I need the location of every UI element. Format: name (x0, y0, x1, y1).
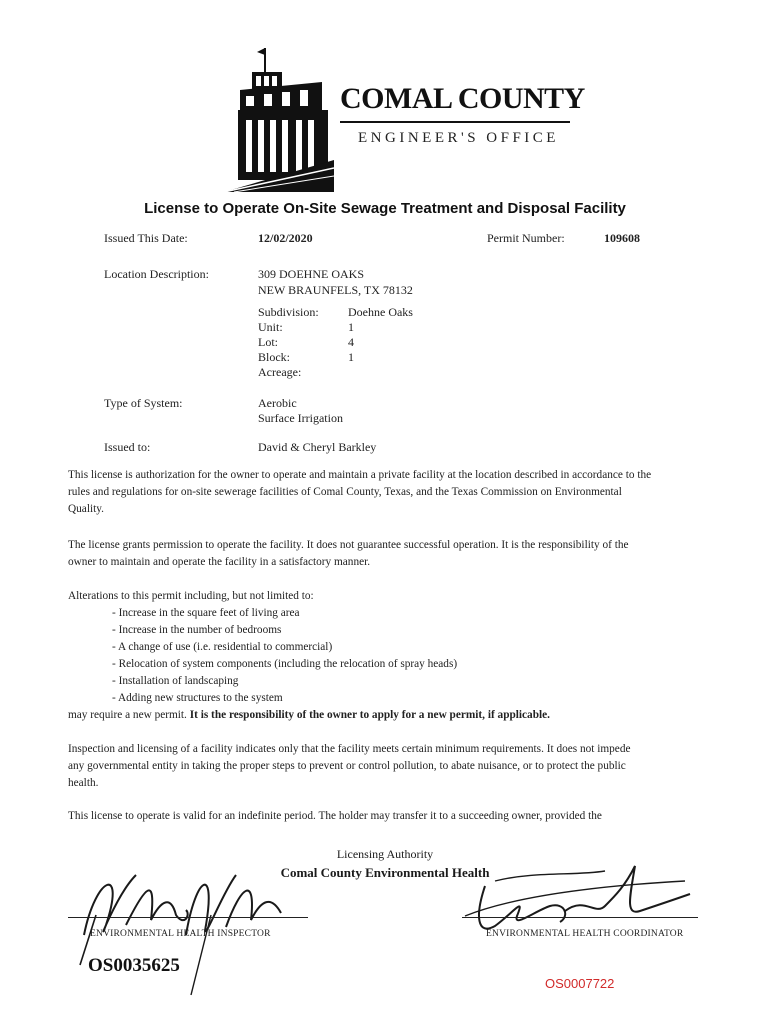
alterations-intro: Alterations to this permit including, but not limited to: (68, 590, 314, 602)
paragraph-authorization (68, 467, 653, 518)
subdivision-label: Subdivision: (258, 305, 319, 319)
subdivision-value: Doehne Oaks (348, 305, 413, 319)
paragraph-inspection-text: Inspection and licensing of a facility indicates only that the facility meets certain minimum requirements. It does not impede any governmental entity in taking the proper steps to prevent or control pollution, to abate nuisance, or to protect the public health. (68, 743, 631, 789)
paragraph-authorization-text: This license is authorization for the owner to operate and maintain a private facility at the location described in accordance to the rules and regulations for on-site sewerage facilities of Comal County, Texas, and the Texas Commission on Environmental Quality. (68, 469, 652, 515)
paragraph-inspection (68, 741, 648, 792)
coordinator-signature (455, 856, 695, 956)
paragraph-validity-text: This license to operate is valid for an indefinite period. The holder may transfer it to a succeeding owner, provided the (68, 810, 602, 822)
unit-value: 1 (348, 320, 354, 334)
coordinator-os-number: OS0007722 (545, 976, 615, 991)
alterations-list (68, 605, 653, 707)
courthouse-logo-icon (224, 42, 334, 192)
system-type-line2: Surface Irrigation (258, 411, 343, 425)
address-line2: NEW BRAUNFELS, TX 78132 (258, 283, 413, 297)
permit-number-value: 109608 (604, 231, 640, 245)
inspector-signature-line (68, 917, 308, 918)
block-label: Block: (258, 350, 290, 364)
alterations-conclusion (68, 707, 653, 724)
location-label: Location Description: (104, 267, 209, 281)
alterations-conclusion-normal: may require a new permit. (68, 709, 187, 721)
issued-date-label: Issued This Date: (104, 231, 188, 245)
block-value: 1 (348, 350, 354, 364)
alterations-conclusion-bold: It is the responsibility of the owner to apply for a new permit, if applicable. (189, 709, 550, 721)
coordinator-title: ENVIRONMENTAL HEALTH COORDINATOR (486, 929, 684, 939)
issued-to-label: Issued to: (104, 440, 151, 454)
alterations-section (68, 588, 653, 724)
org-subtitle: ENGINEER'S OFFICE (358, 130, 559, 146)
lot-value: 4 (348, 335, 354, 349)
issued-to-value: David & Cheryl Barkley (258, 440, 377, 454)
licensing-authority-org: Comal County Environmental Health (280, 865, 490, 880)
lot-label: Lot: (258, 335, 278, 349)
inspector-title: ENVIRONMENTAL HEALTH INSPECTOR (90, 929, 271, 939)
org-name: COMAL COUNTY (340, 82, 585, 115)
issued-date-value: 12/02/2020 (258, 231, 313, 245)
unit-label: Unit: (258, 320, 283, 334)
permit-number-label: Permit Number: (487, 231, 565, 245)
list-item: - Increase in the square feet of living area (112, 605, 653, 622)
coordinator-signature-line (462, 917, 698, 918)
list-item: - Relocation of system components (including the relocation of spray heads) (112, 656, 653, 673)
paragraph-grant (68, 537, 658, 571)
list-item: - A change of use (i.e. residential to commercial) (112, 639, 653, 656)
address-line1: 309 DOEHNE OAKS (258, 267, 364, 281)
system-type-label: Type of System: (104, 396, 183, 410)
list-item: - Installation of landscaping (112, 673, 653, 690)
list-item: - Adding new structures to the system (112, 690, 653, 707)
org-divider (340, 121, 570, 123)
licensing-authority-label: Licensing Authority (336, 847, 434, 861)
acreage-label: Acreage: (258, 365, 302, 379)
system-type-line1: Aerobic (258, 396, 297, 410)
paragraph-validity (68, 808, 668, 825)
document-title: License to Operate On-Site Sewage Treatment and Disposal Facility (144, 200, 626, 217)
list-item: - Increase in the number of bedrooms (112, 622, 653, 639)
paragraph-grant-text: The license grants permission to operate the facility. It does not guarantee successful operation. It is the responsibility of the owner to maintain and operate the facility in a satisfactory manner. (68, 539, 629, 568)
inspector-os-number: OS0035625 (88, 955, 180, 976)
